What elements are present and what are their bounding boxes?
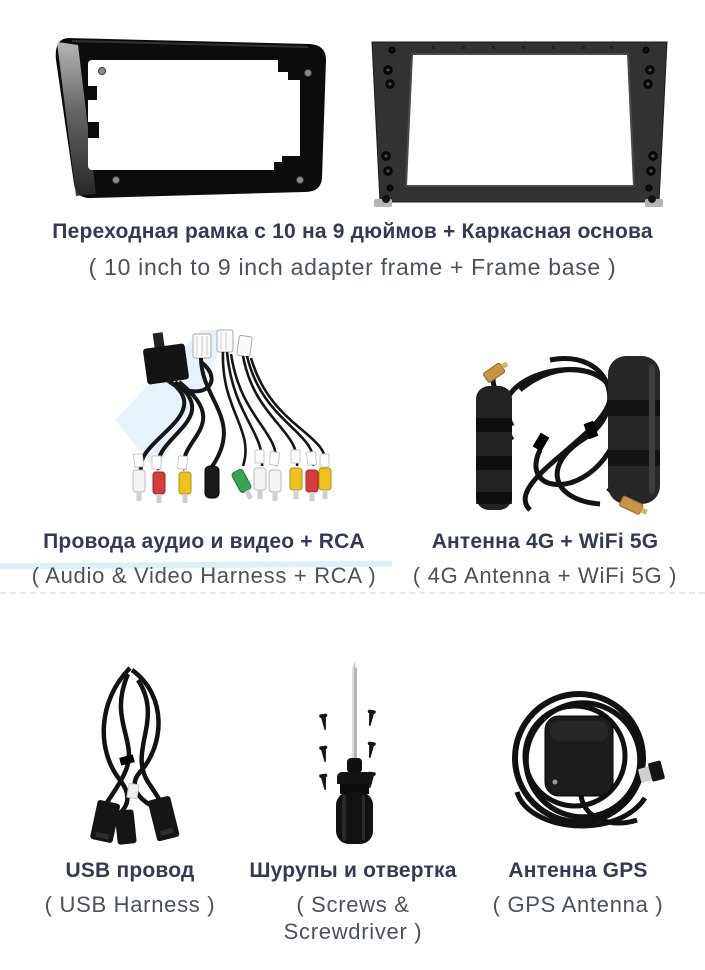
- frames-title-en: ( 10 inch to 9 inch adapter frame + Frame base ): [88, 254, 617, 281]
- screws-screwdriver-photo: [298, 660, 410, 848]
- antenna-4g-caption: [400, 529, 690, 590]
- screws-title-en: ( Screws & Screwdriver ): [283, 892, 423, 944]
- gps-title-ru: Антенна GPS: [508, 859, 648, 882]
- av-harness-photo: [105, 320, 335, 522]
- usb-title-ru: USB провод: [65, 859, 195, 882]
- av-harness-title-ru: Провода аудио и видео + RCA: [43, 530, 365, 553]
- usb-caption: [18, 858, 242, 919]
- 4g-wifi-antenna-photo: [460, 330, 675, 522]
- gps-title-en: ( GPS Antenna ): [492, 892, 664, 918]
- frame-base-photo: [362, 36, 677, 210]
- frames-title-ru: Переходная рамка с 10 на 9 дюймов + Каркасная основа: [52, 220, 653, 243]
- screws-title-ru: Шурупы и отвертка: [249, 859, 457, 882]
- faint-divider: [0, 592, 705, 594]
- adapter-frame-photo: [38, 30, 340, 202]
- av-harness-caption: [0, 529, 408, 590]
- av-harness-title-en: ( Audio & Video Harness + RCA ): [31, 563, 377, 589]
- gps-caption: [472, 858, 684, 919]
- antenna-4g-title-en: ( 4G Antenna + WiFi 5G ): [412, 563, 678, 589]
- usb-harness-photo: [68, 660, 203, 848]
- gps-antenna-photo: [495, 670, 670, 848]
- usb-title-en: ( USB Harness ): [44, 892, 216, 918]
- antenna-4g-title-ru: Антенна 4G + WiFi 5G: [431, 530, 659, 553]
- sma-connector-icon: [483, 359, 511, 383]
- frames-caption: [0, 219, 705, 282]
- screws-caption: [238, 858, 468, 945]
